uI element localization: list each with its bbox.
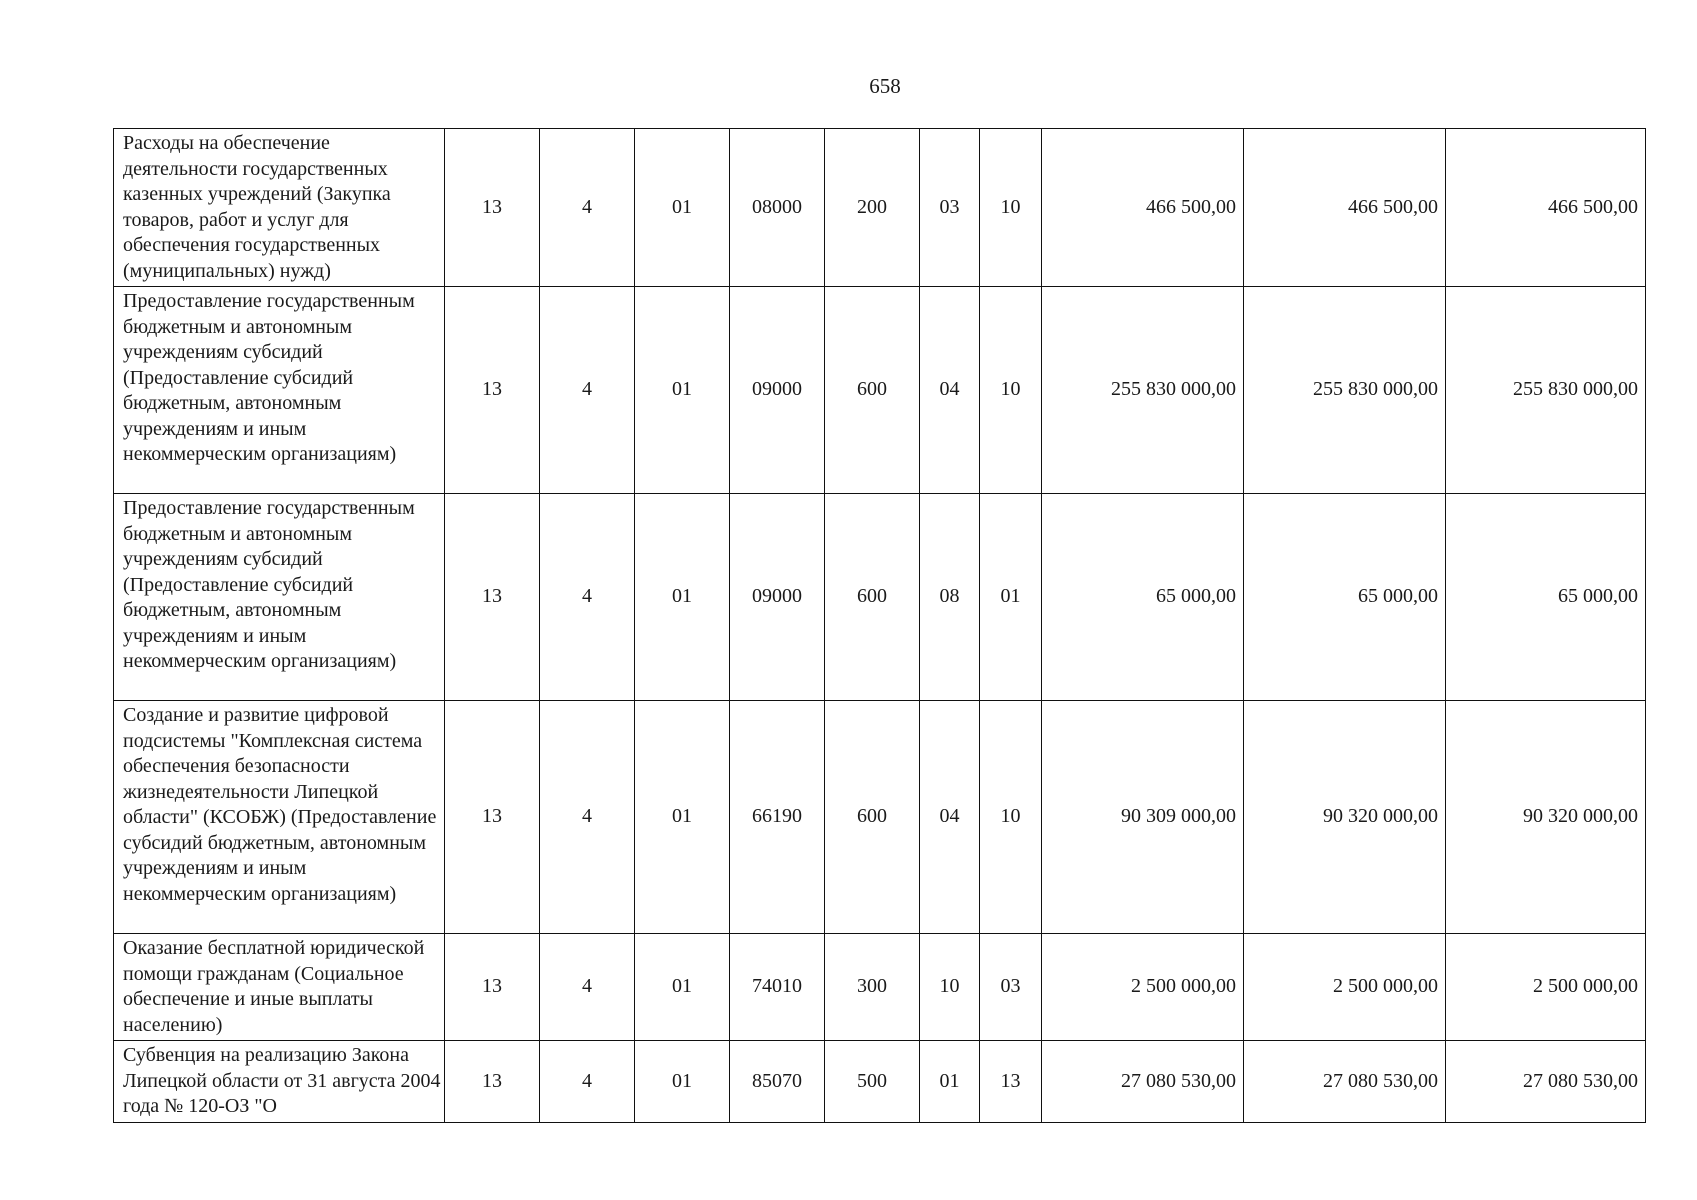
code-cell: 4: [540, 1041, 635, 1123]
budget-table: [113, 128, 1646, 1123]
code-cell: 13: [445, 287, 540, 494]
table-row: [114, 1041, 1646, 1123]
amount-cell: 2 500 000,00: [1244, 934, 1446, 1041]
amount-cell: 65 000,00: [1042, 494, 1244, 701]
code-cell: 600: [825, 287, 920, 494]
amount-cell: 90 320 000,00: [1446, 701, 1646, 934]
code-cell: 13: [445, 494, 540, 701]
code-cell: 600: [825, 701, 920, 934]
amount-cell: 90 320 000,00: [1244, 701, 1446, 934]
row-description: Оказание бесплатной юридической помощи гражданам (Социальное обеспечение и иные выплаты населению): [114, 934, 445, 1041]
code-cell: 13: [445, 129, 540, 287]
code-cell: 66190: [730, 701, 825, 934]
table-row: [114, 701, 1646, 934]
code-cell: 01: [635, 701, 730, 934]
amount-cell: 255 830 000,00: [1244, 287, 1446, 494]
amount-cell: 27 080 530,00: [1244, 1041, 1446, 1123]
table-row: [114, 287, 1646, 494]
amount-cell: 27 080 530,00: [1042, 1041, 1244, 1123]
amount-cell: 466 500,00: [1244, 129, 1446, 287]
code-cell: 4: [540, 494, 635, 701]
code-cell: 04: [920, 287, 980, 494]
amount-cell: 2 500 000,00: [1446, 934, 1646, 1041]
row-description: Предоставление государственным бюджетным и автономным учреждениям субсидий (Предоставление субсидий бюджетным, автономным учреждениям и иным некоммерческим организациям): [114, 287, 445, 494]
code-cell: 01: [635, 287, 730, 494]
code-cell: 85070: [730, 1041, 825, 1123]
amount-cell: 255 830 000,00: [1042, 287, 1244, 494]
code-cell: 13: [445, 934, 540, 1041]
code-cell: 04: [920, 701, 980, 934]
code-cell: 03: [980, 934, 1042, 1041]
code-cell: 13: [445, 701, 540, 934]
amount-cell: 27 080 530,00: [1446, 1041, 1646, 1123]
code-cell: 600: [825, 494, 920, 701]
code-cell: 4: [540, 701, 635, 934]
amount-cell: 90 309 000,00: [1042, 701, 1244, 934]
row-description: Предоставление государственным бюджетным и автономным учреждениям субсидий (Предоставление субсидий бюджетным, автономным учреждениям и иным некоммерческим организациям): [114, 494, 445, 701]
code-cell: 10: [980, 701, 1042, 934]
code-cell: 01: [635, 934, 730, 1041]
amount-cell: 65 000,00: [1446, 494, 1646, 701]
code-cell: 01: [635, 494, 730, 701]
amount-cell: 255 830 000,00: [1446, 287, 1646, 494]
code-cell: 300: [825, 934, 920, 1041]
code-cell: 4: [540, 129, 635, 287]
code-cell: 01: [920, 1041, 980, 1123]
code-cell: 03: [920, 129, 980, 287]
row-description: Расходы на обеспечение деятельности государственных казенных учреждений (Закупка товаров, работ и услуг для обеспечения государственных (муниципальных) нужд): [114, 129, 445, 287]
code-cell: 01: [635, 129, 730, 287]
code-cell: 4: [540, 287, 635, 494]
amount-cell: 65 000,00: [1244, 494, 1446, 701]
row-description: Создание и развитие цифровой подсистемы "Комплексная система обеспечения безопасности жизнедеятельности Липецкой области" (КСОБЖ) (Предоставление субсидий бюджетным, автономным учреждениям и иным некоммерческим организациям): [114, 701, 445, 934]
code-cell: 13: [445, 1041, 540, 1123]
code-cell: 08: [920, 494, 980, 701]
amount-cell: 466 500,00: [1042, 129, 1244, 287]
table-row: [114, 934, 1646, 1041]
code-cell: 10: [980, 129, 1042, 287]
table-row: [114, 494, 1646, 701]
code-cell: 01: [635, 1041, 730, 1123]
code-cell: 200: [825, 129, 920, 287]
code-cell: 10: [920, 934, 980, 1041]
code-cell: 74010: [730, 934, 825, 1041]
code-cell: 13: [980, 1041, 1042, 1123]
code-cell: 08000: [730, 129, 825, 287]
row-description: Субвенция на реализацию Закона Липецкой области от 31 августа 2004 года № 120-ОЗ "О: [114, 1041, 445, 1123]
page-number: 658: [869, 74, 901, 98]
code-cell: 500: [825, 1041, 920, 1123]
amount-cell: 2 500 000,00: [1042, 934, 1244, 1041]
code-cell: 01: [980, 494, 1042, 701]
table-row: [114, 129, 1646, 287]
code-cell: 09000: [730, 287, 825, 494]
code-cell: 4: [540, 934, 635, 1041]
code-cell: 10: [980, 287, 1042, 494]
code-cell: 09000: [730, 494, 825, 701]
amount-cell: 466 500,00: [1446, 129, 1646, 287]
